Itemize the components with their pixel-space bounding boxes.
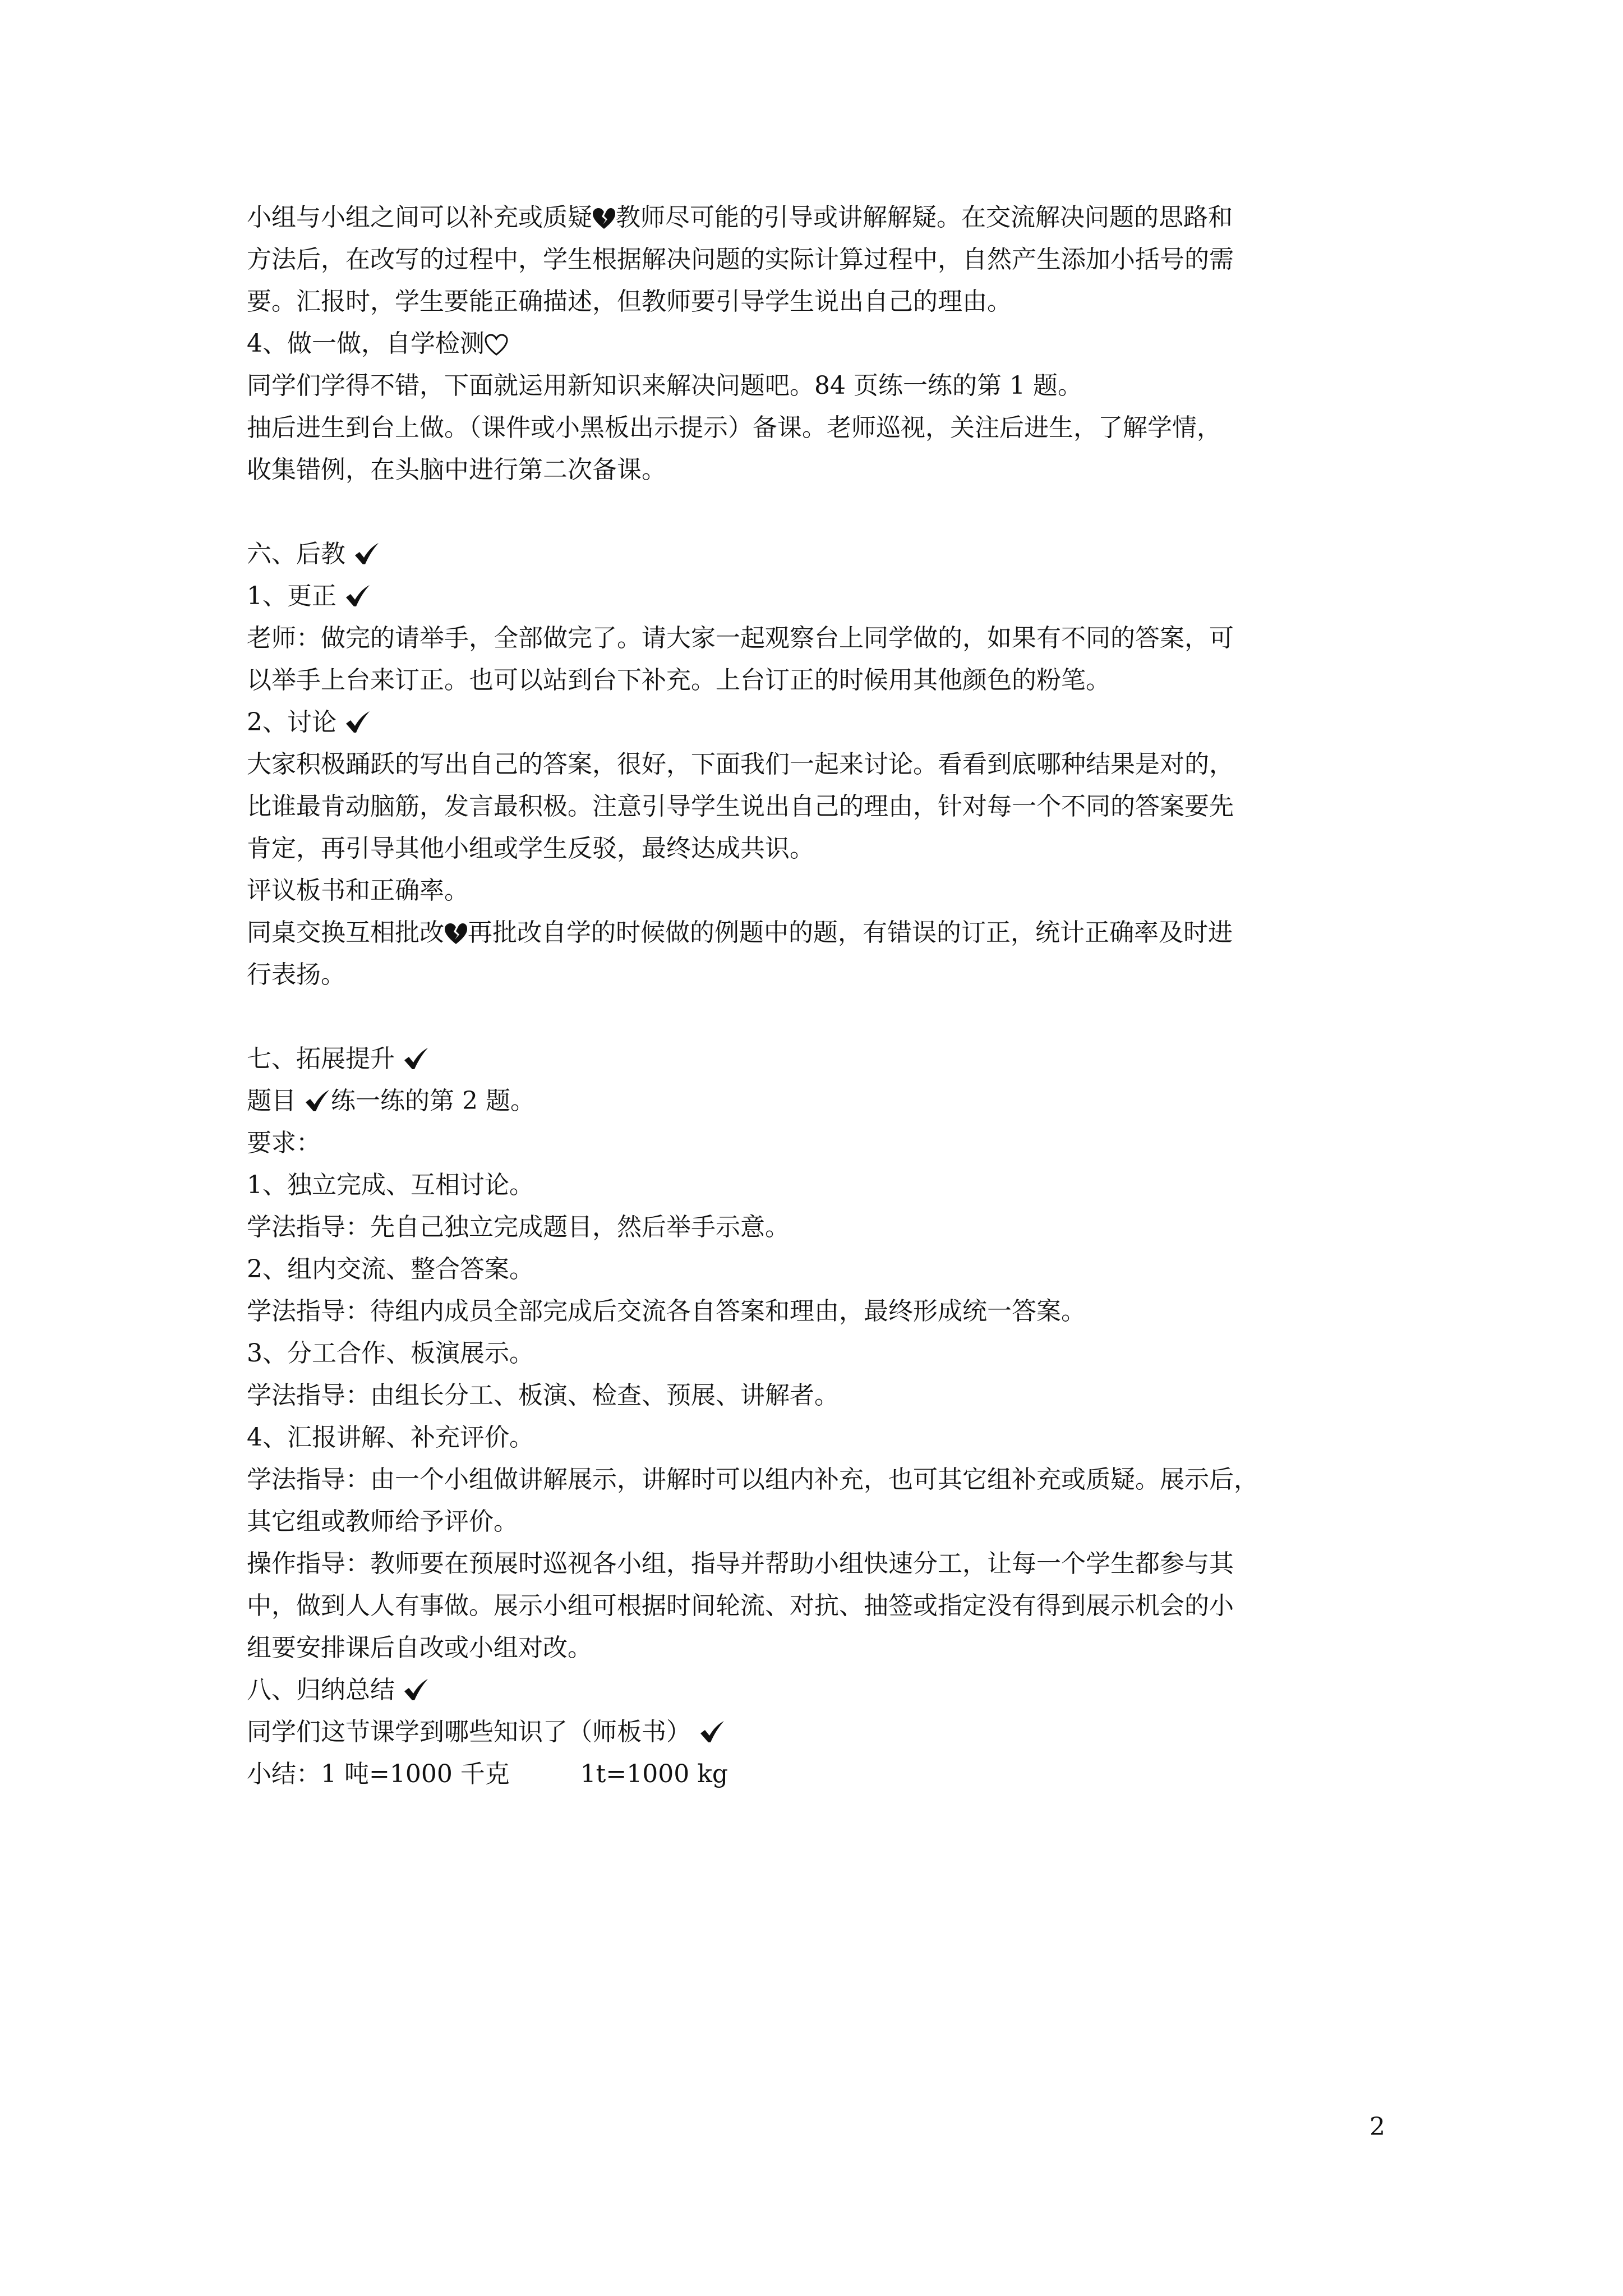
paragraph-text: 同桌交换互相批改 bbox=[247, 918, 444, 947]
paragraph-line: 比谁最肯动脑筋，发言最积极。注意引导学生说出自己的理由，针对每一个不同的答案要先 bbox=[247, 792, 1234, 821]
document-body bbox=[247, 196, 1385, 1795]
paragraph-line: 收集错例，在头脑中进行第二次备课。 bbox=[247, 455, 666, 484]
paragraph-line: 学法指导：由组长分工、板演、检查、预展、讲解者。 bbox=[247, 1381, 839, 1410]
section-heading-text: 八、归纳总结 bbox=[247, 1676, 403, 1704]
subsection-heading bbox=[247, 701, 1385, 743]
section-heading bbox=[247, 1669, 1385, 1711]
blank-line bbox=[247, 996, 1385, 1038]
paragraph-text: 小组与小组之间可以补充或质疑 bbox=[247, 203, 592, 232]
summary-line: 小结：1 吨=1000 千克 1t=1000 kg bbox=[247, 1760, 728, 1788]
broken-heart-icon bbox=[592, 201, 616, 243]
paragraph-text: 练一练的第 2 题。 bbox=[331, 1087, 535, 1115]
paragraph-line bbox=[247, 196, 1385, 238]
list-item: 4、汇报讲解、补充评价。 bbox=[247, 1423, 534, 1452]
paragraph-line: 操作指导：教师要在预展时巡视各小组，指导并帮助小组快速分工，让每一个学生都参与其 bbox=[247, 1549, 1234, 1578]
list-item: 1、独立完成、互相讨论。 bbox=[247, 1171, 534, 1199]
check-icon bbox=[403, 1042, 430, 1084]
section-heading-text: 七、拓展提升 bbox=[247, 1045, 403, 1073]
paragraph-line: 以举手上台来订正。也可以站到台下补充。上台订正的时候用其他颜色的粉笔。 bbox=[247, 666, 1110, 694]
paragraph-line bbox=[247, 912, 1385, 954]
paragraph-line: 同学们学得不错，下面就运用新知识来解决问题吧。84 页练一练的第 1 题。 bbox=[247, 371, 1082, 400]
paragraph-text: 同学们这节课学到哪些知识了（师板书） bbox=[247, 1718, 699, 1746]
paragraph-text: 题目 bbox=[247, 1087, 304, 1115]
paragraph-line: 要。汇报时，学生要能正确描述，但教师要引导学生说出自己的理由。 bbox=[247, 287, 1012, 316]
list-item: 2、组内交流、整合答案。 bbox=[247, 1255, 534, 1283]
paragraph-line: 学法指导：由一个小组做讲解展示，讲解时可以组内补充，也可其它组补充或质疑。展示后， bbox=[247, 1465, 1258, 1494]
paragraph-line: 中，做到人人有事做。展示小组可根据时间轮流、对抗、抽签或指定没有得到展示机会的小 bbox=[247, 1591, 1234, 1620]
blank-line bbox=[247, 491, 1385, 533]
broken-heart-icon bbox=[444, 916, 468, 958]
paragraph-line: 抽后进生到台上做。（课件或小黑板出示提示）备课。老师巡视，关注后进生，了解学情， bbox=[247, 413, 1221, 442]
paragraph-line bbox=[247, 1711, 1385, 1753]
check-icon bbox=[304, 1084, 331, 1126]
paragraph-line: 其它组或教师给予评价。 bbox=[247, 1507, 518, 1536]
check-icon bbox=[344, 706, 371, 748]
paragraph-line: 要求： bbox=[247, 1129, 321, 1157]
paragraph-line: 学法指导：待组内成员全部完成后交流各自答案和理由，最终形成统一答案。 bbox=[247, 1297, 1086, 1326]
section-heading bbox=[247, 533, 1385, 575]
paragraph-line: 方法后，在改写的过程中，学生根据解决问题的实际计算过程中，自然产生添加小括号的需 bbox=[247, 245, 1234, 274]
list-item: 3、分工合作、板演展示。 bbox=[247, 1339, 534, 1368]
paragraph-line: 老师：做完的请举手，全部做完了。请大家一起观察台上同学做的，如果有不同的答案，可 bbox=[247, 624, 1234, 652]
subsection-heading-text: 1、更正 bbox=[247, 582, 344, 610]
paragraph-line: 大家积极踊跃的写出自己的答案，很好，下面我们一起来讨论。看看到底哪种结果是对的， bbox=[247, 750, 1234, 779]
check-icon bbox=[353, 537, 380, 579]
step-heading bbox=[247, 323, 1385, 365]
paragraph-line: 行表扬。 bbox=[247, 960, 345, 989]
subsection-heading bbox=[247, 575, 1385, 617]
paragraph-text: 教师尽可能的引导或讲解解疑。在交流解决问题的思路和 bbox=[616, 203, 1233, 232]
check-icon bbox=[699, 1715, 726, 1757]
paragraph-line: 组要安排课后自改或小组对改。 bbox=[247, 1634, 592, 1662]
section-heading-text: 六、后教 bbox=[247, 540, 353, 568]
check-icon bbox=[344, 579, 371, 622]
outline-heart-icon bbox=[485, 327, 508, 369]
paragraph-text: 再批改自学的时候做的例题中的题，有错误的订正，统计正确率及时进 bbox=[468, 918, 1233, 947]
check-icon bbox=[403, 1673, 430, 1715]
paragraph-line: 学法指导：先自己独立完成题目，然后举手示意。 bbox=[247, 1213, 790, 1241]
step-heading-text: 4、做一做，自学检测 bbox=[247, 329, 485, 358]
paragraph-line: 肯定，再引导其他小组或学生反驳，最终达成共识。 bbox=[247, 834, 814, 863]
page-number: 2 bbox=[1370, 2113, 1385, 2141]
paragraph-line bbox=[247, 1080, 1385, 1122]
subsection-heading-text: 2、讨论 bbox=[247, 708, 344, 737]
paragraph-line: 评议板书和正确率。 bbox=[247, 876, 469, 905]
section-heading bbox=[247, 1038, 1385, 1080]
